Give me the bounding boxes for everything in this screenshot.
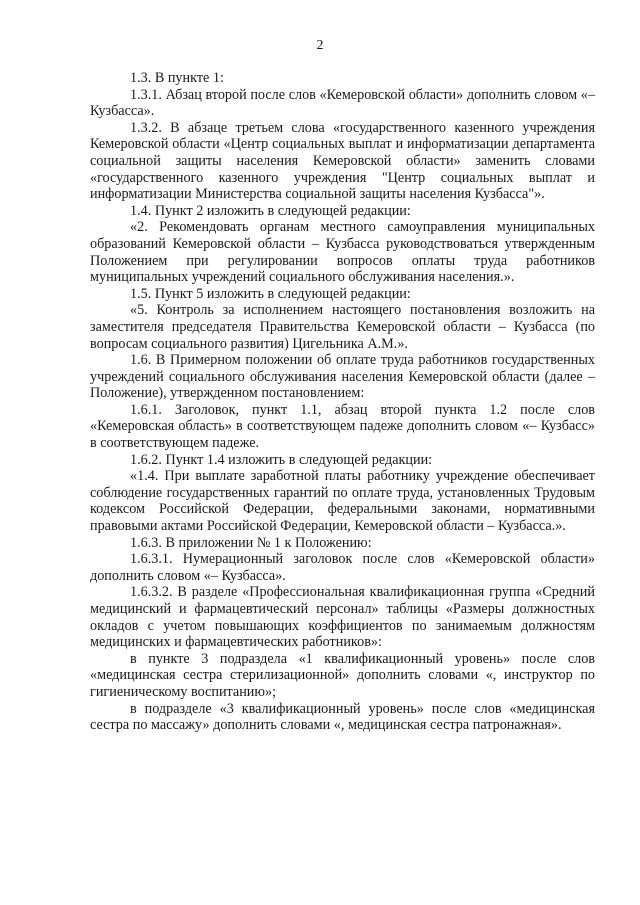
paragraph-1-6-1: 1.6.1. Заголовок, пункт 1.1, абзац второй пункта 1.2 после слов «Кемеровская область» в соответствующем падеже дополнить словом «– Кузбасс» в соответствующем падеже. xyxy=(90,401,595,452)
page-number: 2 xyxy=(316,38,324,53)
paragraph-1-3-1: 1.3.1. Абзац второй после слов «Кемеровской области» дополнить словом «– Кузбасса». xyxy=(90,86,595,120)
paragraph-1-6-3-2: 1.6.3.2. В разделе «Профессиональная квалификационная группа «Средний медицинский и фармацевтический персонал» таблицы «Размеры должностных окладов с учетом повышающих коэффициентов по занимаемым должностям медицинских и фармацевтических работников»: xyxy=(90,584,595,651)
document-body xyxy=(90,70,595,734)
paragraph-1-6: 1.6. В Примерном положении об оплате труда работников государственных учреждений социального обслуживания населения Кемеровской области (далее – Положение), утвержденном постановлением: xyxy=(90,352,595,402)
paragraph-1-4-quote: «2. Рекомендовать органам местного самоуправления муниципальных образований Кемеровской области – Кузбасса руководствоваться утвержденным Положением при регулировании вопросов оплаты труда работников муниципальных учреждений социального обслуживания населения.». xyxy=(90,219,595,286)
paragraph-1-5: 1.5. Пункт 5 изложить в следующей редакции: xyxy=(130,285,411,302)
paragraph-1-3: 1.3. В пункте 1: xyxy=(130,70,224,86)
paragraph-1-5-quote: «5. Контроль за исполнением настоящего постановления возложить на заместителя председателя Правительства Кемеровской области – Кузбасса (по вопросам социального развития) Цигельника А.М.». xyxy=(90,302,595,352)
paragraph-1-6-3: 1.6.3. В приложении № 1 к Положению: xyxy=(130,534,372,551)
paragraph-1-6-2: 1.6.2. Пункт 1.4 изложить в следующей редакции: xyxy=(130,451,433,468)
paragraph-1-4: 1.4. Пункт 2 изложить в следующей редакции: xyxy=(130,202,411,219)
paragraph-1-6-2-quote: «1.4. При выплате заработной платы работнику учреждение обеспечивает соблюдение государственных гарантий по оплате труда, установленных Трудовым кодексом Российской Федерации, федеральными законами, нормативными правовыми актами Российской Федерации, Кемеровской области – Кузбасса.». xyxy=(90,468,595,535)
paragraph-subsection-1: в пункте 3 подраздела «1 квалификационный уровень» после слов «медицинская сестра стерилизационной» дополнить словами «, инструктор по гигиеническому воспитанию»; xyxy=(90,650,595,700)
paragraph-1-3-2: 1.3.2. В абзаце третьем слова «государственного казенного учреждения Кемеровской области «Центр социальных выплат и информатизации департамента социальной защиты населения Кемеровской области» заменить словами «государственного казенного учреждения "Центр социальных выплат и информатизации Министерства социальной защиты населения Кузбасса"». xyxy=(90,119,595,203)
paragraph-1-6-3-1: 1.6.3.1. Нумерационный заголовок после слов «Кемеровской области» дополнить словом «– Кузбасса». xyxy=(90,551,595,584)
paragraph-subsection-3: в подразделе «3 квалификационный уровень» после слов «медицинская сестра по массажу» дополнить словами «, медицинская сестра патронажная». xyxy=(90,700,595,734)
